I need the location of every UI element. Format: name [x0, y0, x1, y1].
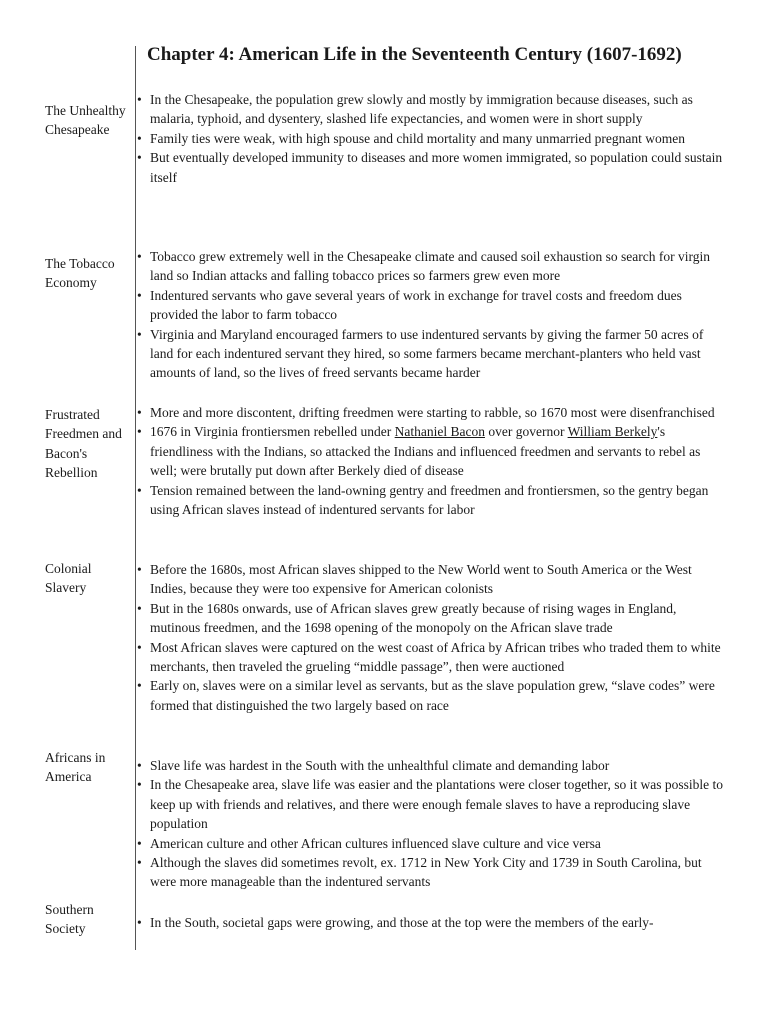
list-item: • More and more discontent, drifting freedmen were starting to rabble, so 1670 most were disenfranchised	[137, 403, 727, 422]
bullet-icon: •	[137, 482, 142, 498]
bullet-list	[137, 247, 727, 383]
bullet-list	[137, 913, 727, 932]
bullet-icon: •	[137, 915, 142, 930]
page-title: Chapter 4: American Life in the Seventeenth Century (1607-1692)	[147, 44, 682, 65]
bullet-list	[137, 90, 727, 187]
section-label: Southern Society	[45, 902, 94, 937]
bullet-icon: •	[137, 249, 142, 264]
bullet-icon: •	[137, 150, 142, 166]
bullet-icon: •	[137, 639, 142, 655]
list-item: • Although the slaves did sometimes revolt, ex. 1712 in New York City and 1739 in South Carolina, but were more manageable than the indentured servants	[137, 855, 702, 890]
list-item: • In the Chesapeake area, slave life was easier and the plantations were closer together, so it was possible to keep up with friends and relatives, and there were enough female slaves to have a reproducing slave population	[137, 777, 724, 832]
bullet-icon: •	[137, 287, 142, 303]
bullet-icon: •	[137, 758, 142, 773]
nathaniel-bacon-link[interactable]: Nathaniel Bacon	[394, 424, 485, 440]
list-item: • Indentured servants who gave several years of work in exchange for travel costs and freedom dues provided the labor to farm tobacco	[137, 287, 682, 323]
section-label: Colonial Slavery	[45, 561, 92, 596]
list-item: • In the South, societal gaps were growing, and those at the top were the members of the early-	[137, 913, 727, 932]
column-divider	[135, 46, 136, 950]
bullet-icon: •	[137, 562, 142, 577]
list-item: • Tension remained between the land-owning gentry and freedmen and frontiersmen, so the gentry began using African slaves instead of indentured servants for labor	[137, 482, 709, 518]
list-item: • Before the 1680s, most African slaves shipped to the New World went to South America or the West Indies, because they were too expensive for American colonists	[137, 562, 692, 597]
william-berkely-link[interactable]: William Berkely	[567, 424, 658, 440]
list-item: • Family ties were weak, with high spouse and child mortality and many unmarried pregnant women	[137, 129, 727, 148]
list-item: • But in the 1680s onwards, use of African slaves grew greatly because of rising wages in England, mutinous freedmen, and the 1698 opening of the monopoly on the African slave trade	[137, 600, 677, 636]
section-label: The Tobacco Economy	[45, 256, 115, 291]
section-label: The Unhealthy Chesapeake	[45, 103, 126, 138]
bullet-icon: •	[137, 855, 142, 871]
bullet-icon: •	[137, 424, 142, 440]
bullet-icon: •	[137, 600, 142, 616]
list-item: • In the Chesapeake, the population grew slowly and mostly by immigration because diseases, such as malaria, typhoid, and dysentery, slashed life expectancies, and women were in short supply	[137, 92, 693, 127]
bullet-icon: •	[137, 835, 142, 851]
list-item: • Most African slaves were captured on the west coast of Africa by African tribes who traded them to white merchants, then traveled the grueling “middle passage”, then were auctioned	[137, 639, 721, 675]
bullet-icon: •	[137, 405, 142, 420]
bullet-icon: •	[137, 678, 142, 694]
bullet-icon: •	[137, 326, 142, 342]
bullet-list	[137, 403, 727, 519]
list-item: • But eventually developed immunity to diseases and more women immigrated, so population could sustain itself	[137, 150, 723, 185]
list-item: • Tobacco grew extremely well in the Chesapeake climate and caused soil exhaustion so search for virgin land so Indian attacks and falling tobacco prices so farmers grew even more	[137, 249, 710, 284]
list-item: • American culture and other African cultures influenced slave culture and vice versa	[137, 834, 727, 853]
bullet-list	[137, 560, 727, 715]
section-label: Africans in America	[45, 750, 106, 785]
list-item: • Slave life was hardest in the South with the unhealthful climate and demanding labor	[137, 756, 727, 775]
bullet-icon: •	[137, 777, 142, 793]
section-label: Frustrated Freedmen and Bacon's Rebellion	[45, 407, 122, 481]
bullet-icon: •	[137, 130, 142, 146]
list-item: • Virginia and Maryland encouraged farmers to use indentured servants by giving the farmer 50 acres of land for each indentured servant they hired, so some farmers became merchant-planters who held vast amounts of land, so the lives of freed servants became harder	[137, 326, 704, 381]
list-item: • Early on, slaves were on a similar level as servants, but as the slave population grew, “slave codes” were formed that distinguished the two largely based on race	[137, 678, 715, 713]
list-item: • 1676 in Virginia frontiersmen rebelled under Nathaniel Bacon over governor William Berkely's friendliness with the Indians, so attacked the Indians and influenced freedmen and servants to rebel as well; were brutally put down after Berkely died of disease	[137, 424, 701, 479]
bullet-list	[137, 756, 727, 892]
bullet-icon: •	[137, 92, 142, 107]
